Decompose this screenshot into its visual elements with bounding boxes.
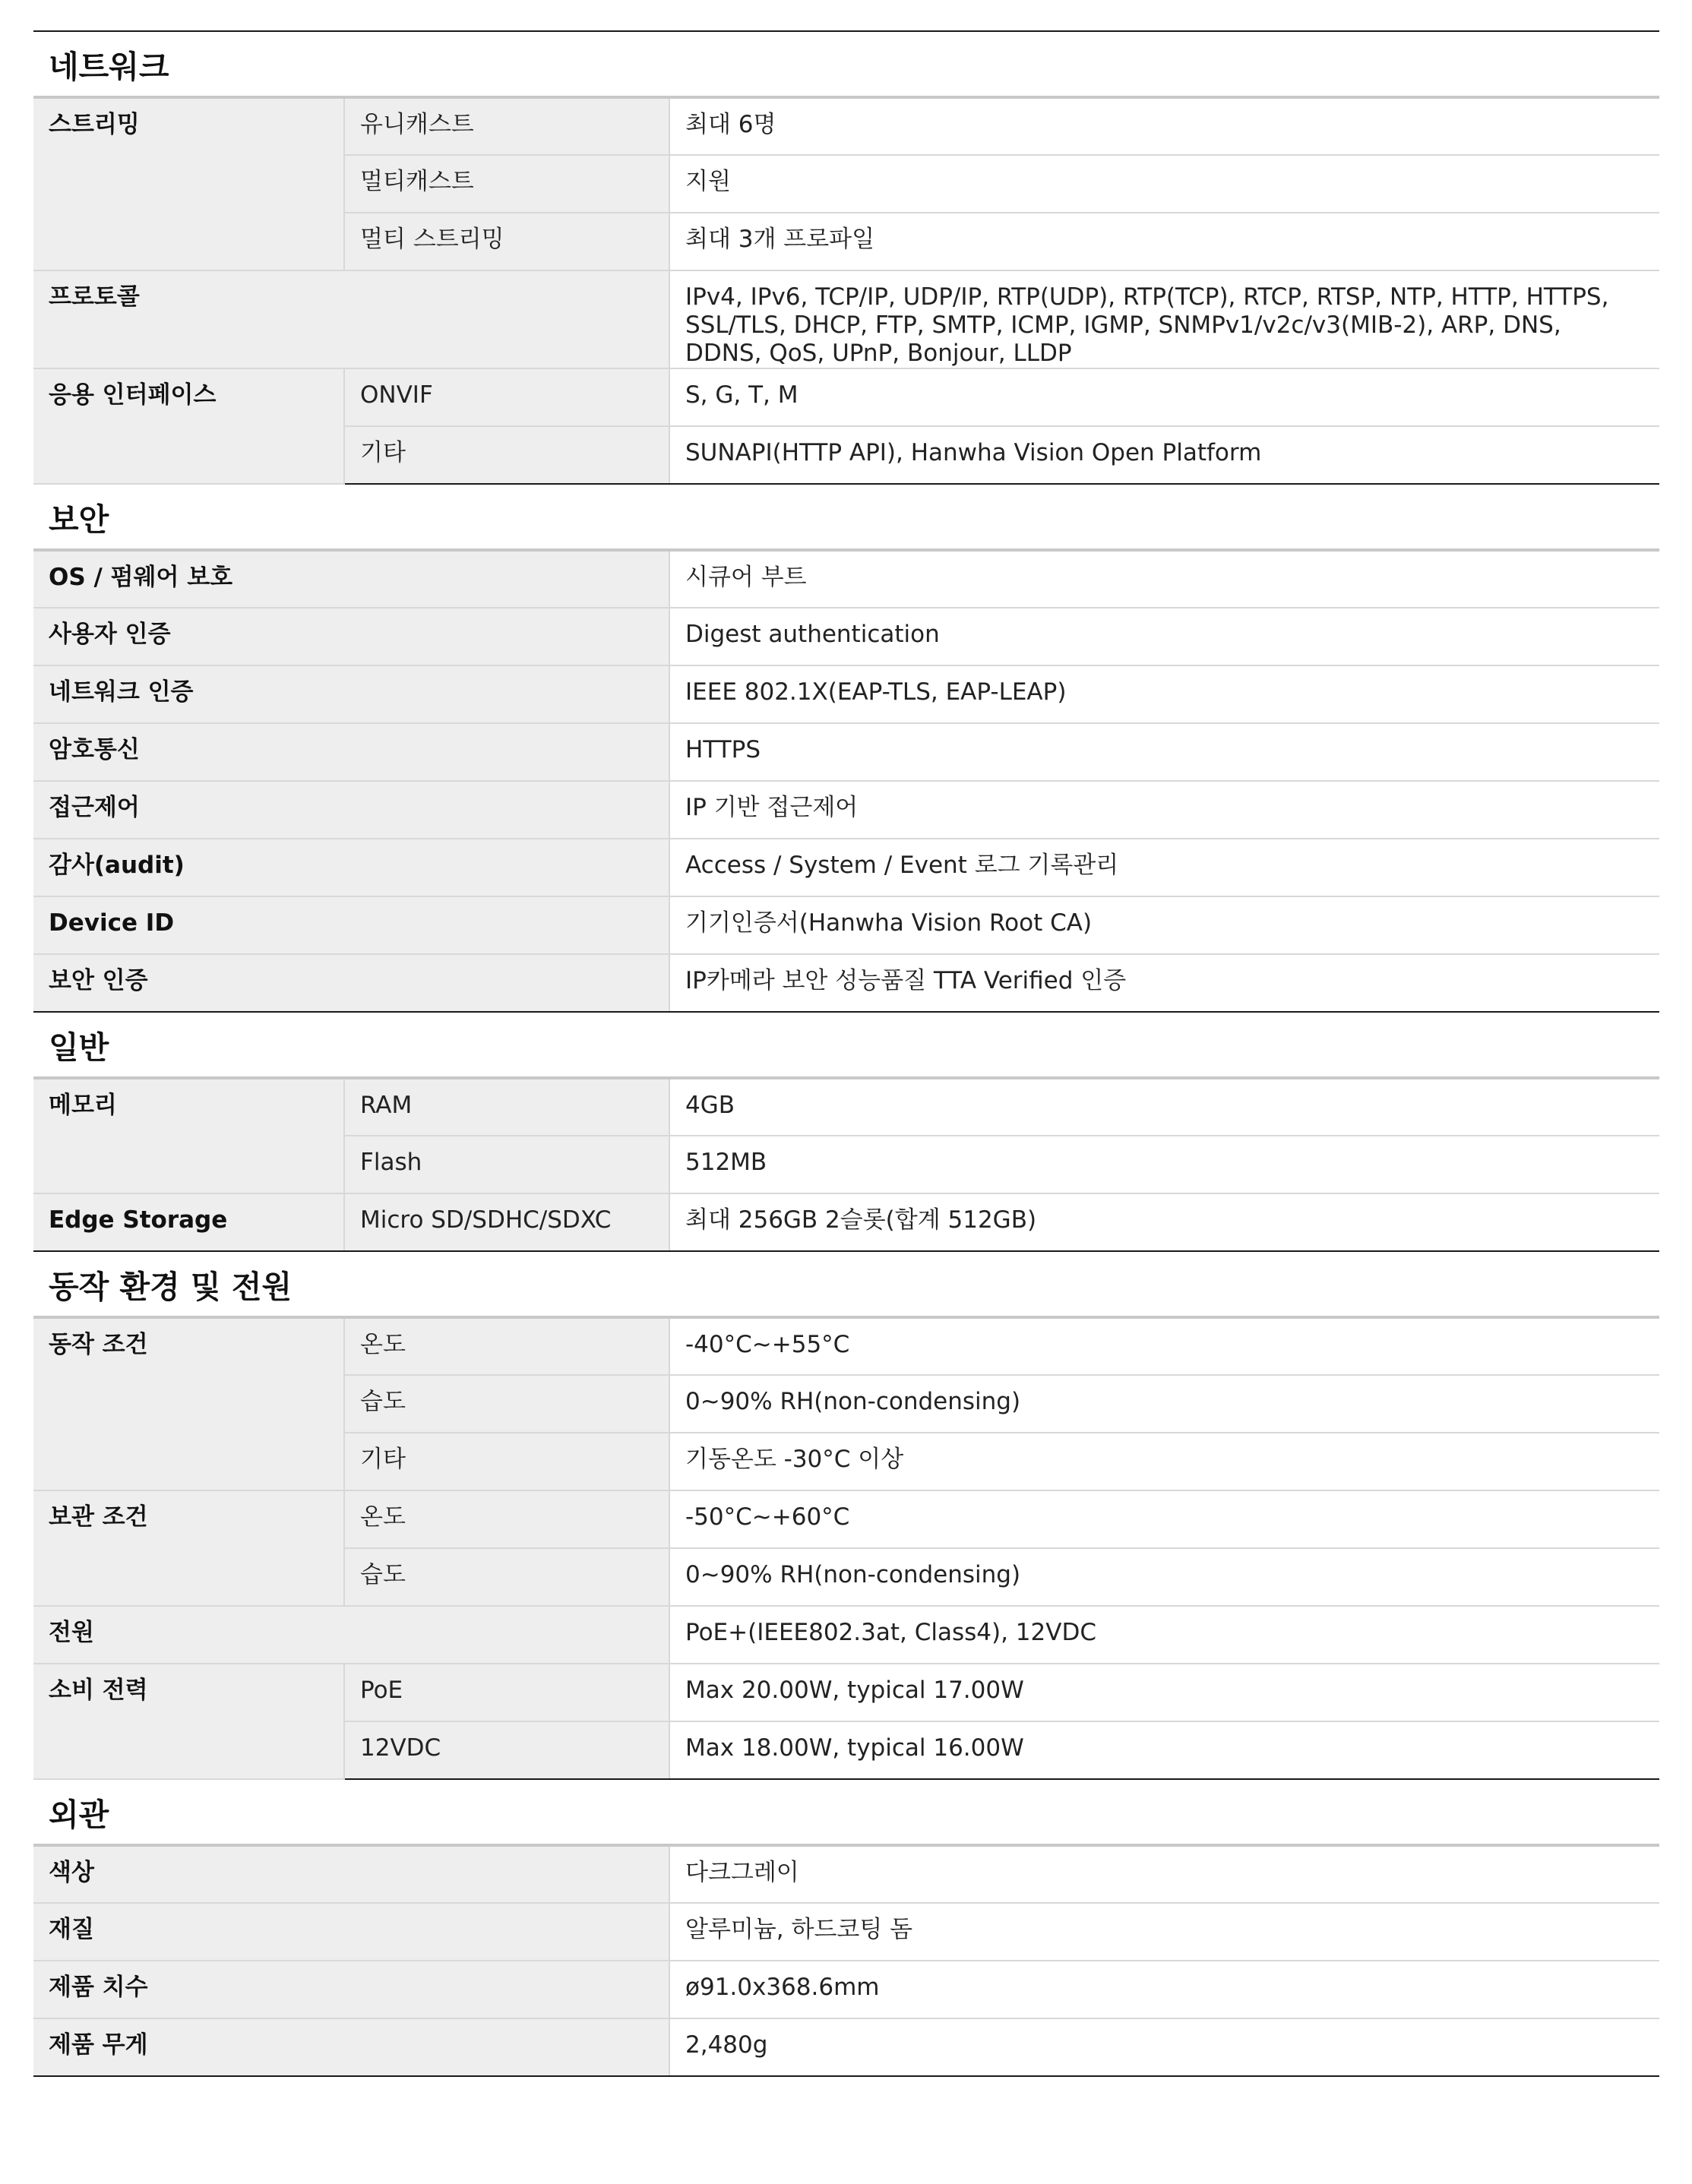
spec-sublabel: ONVIF xyxy=(344,368,669,426)
spec-row xyxy=(33,1606,1659,1664)
spec-sublabel: PoE xyxy=(344,1664,669,1721)
spec-sublabel: 멀티 스트리밍 xyxy=(344,213,669,270)
spec-label: 접근제어 xyxy=(33,781,669,839)
spec-row xyxy=(33,839,1659,896)
spec-value: 512MB xyxy=(669,1136,1659,1193)
spec-value: Access / System / Event 로그 기록관리 xyxy=(669,839,1659,896)
spec-row xyxy=(33,368,1659,426)
spec-label: 재질 xyxy=(33,1903,669,1961)
spec-label: Edge Storage xyxy=(33,1193,344,1251)
spec-row xyxy=(33,1317,1659,1375)
section-header xyxy=(33,1251,1659,1317)
spec-label: 소비 전력 xyxy=(33,1664,344,1779)
spec-label: 보안 인증 xyxy=(33,954,669,1012)
spec-row xyxy=(33,896,1659,954)
spec-label: Device ID xyxy=(33,896,669,954)
spec-label: 전원 xyxy=(33,1606,669,1664)
spec-row xyxy=(33,723,1659,781)
spec-label: 보관 조건 xyxy=(33,1490,344,1606)
spec-sublabel: Micro SD/SDHC/SDXC xyxy=(344,1193,669,1251)
section-header xyxy=(33,1779,1659,1845)
spec-row xyxy=(33,954,1659,1012)
spec-row xyxy=(33,1903,1659,1961)
spec-row xyxy=(33,2018,1659,2076)
spec-value: 최대 6명 xyxy=(669,97,1659,155)
spec-row xyxy=(33,1664,1659,1721)
section-header xyxy=(33,484,1659,550)
spec-label: OS / 펌웨어 보호 xyxy=(33,550,669,608)
spec-value: 4GB xyxy=(669,1078,1659,1136)
spec-label: 색상 xyxy=(33,1845,669,1903)
spec-label: 사용자 인증 xyxy=(33,608,669,665)
spec-row xyxy=(33,550,1659,608)
spec-value: 최대 3개 프로파일 xyxy=(669,213,1659,270)
spec-value: 기기인증서(Hanwha Vision Root CA) xyxy=(669,896,1659,954)
spec-sublabel: 온도 xyxy=(344,1317,669,1375)
section-title: 동작 환경 및 전원 xyxy=(33,1251,1659,1317)
spec-label: 네트워크 인증 xyxy=(33,665,669,723)
spec-value: 다크그레이 xyxy=(669,1845,1659,1903)
spec-row xyxy=(33,1845,1659,1903)
spec-value: Max 20.00W, typical 17.00W xyxy=(669,1664,1659,1721)
spec-label: 제품 치수 xyxy=(33,1961,669,2018)
spec-row xyxy=(33,608,1659,665)
spec-value: 기동온도 -30°C 이상 xyxy=(669,1433,1659,1490)
section-title: 외관 xyxy=(33,1779,1659,1845)
spec-sublabel: 멀티캐스트 xyxy=(344,155,669,213)
spec-label: 감사(audit) xyxy=(33,839,669,896)
spec-value: IPv4, IPv6, TCP/IP, UDP/IP, RTP(UDP), RTP(TCP), RTCP, RTSP, NTP, HTTP, HTTPS, SSL/TLS, DHCP, FTP, SMTP, ICMP, IGMP, SNMPv1/v2c/v3(MIB-2), ARP, DNS, DDNS, QoS, UPnP, Bonjour, LLDP xyxy=(669,270,1659,368)
spec-row xyxy=(33,1961,1659,2018)
section-header xyxy=(33,31,1659,97)
spec-value: PoE+(IEEE802.3at, Class4), 12VDC xyxy=(669,1606,1659,1664)
spec-value: 시큐어 부트 xyxy=(669,550,1659,608)
spec-value: Max 18.00W, typical 16.00W xyxy=(669,1721,1659,1779)
spec-label: 스트리밍 xyxy=(33,97,344,270)
spec-sublabel: 기타 xyxy=(344,1433,669,1490)
spec-label: 제품 무게 xyxy=(33,2018,669,2076)
spec-sublabel: RAM xyxy=(344,1078,669,1136)
spec-sublabel: 온도 xyxy=(344,1490,669,1548)
spec-value: ø91.0x368.6mm xyxy=(669,1961,1659,2018)
spec-value: IP 기반 접근제어 xyxy=(669,781,1659,839)
spec-value: -50°C~+60°C xyxy=(669,1490,1659,1548)
spec-value: 알루미늄, 하드코팅 돔 xyxy=(669,1903,1659,1961)
spec-value: Digest authentication xyxy=(669,608,1659,665)
spec-value: S, G, T, M xyxy=(669,368,1659,426)
spec-sublabel: 습도 xyxy=(344,1548,669,1606)
spec-row xyxy=(33,270,1659,368)
spec-sublabel: Flash xyxy=(344,1136,669,1193)
section-title: 일반 xyxy=(33,1012,1659,1078)
spec-sublabel: 기타 xyxy=(344,426,669,484)
spec-label: 프로토콜 xyxy=(33,270,669,368)
spec-row xyxy=(33,1193,1659,1251)
spec-row xyxy=(33,1490,1659,1548)
spec-label: 응용 인터페이스 xyxy=(33,368,344,484)
section-title: 네트워크 xyxy=(33,31,1659,97)
spec-value: 0~90% RH(non-condensing) xyxy=(669,1375,1659,1433)
spec-sublabel: 습도 xyxy=(344,1375,669,1433)
spec-row xyxy=(33,1078,1659,1136)
spec-value: 지원 xyxy=(669,155,1659,213)
spec-label: 암호통신 xyxy=(33,723,669,781)
spec-row xyxy=(33,97,1659,155)
spec-label: 동작 조건 xyxy=(33,1317,344,1490)
spec-value: IEEE 802.1X(EAP-TLS, EAP-LEAP) xyxy=(669,665,1659,723)
spec-value: -40°C~+55°C xyxy=(669,1317,1659,1375)
spec-table xyxy=(33,30,1659,2077)
spec-value: 최대 256GB 2슬롯(합계 512GB) xyxy=(669,1193,1659,1251)
spec-table-body xyxy=(33,31,1659,2076)
spec-label: 메모리 xyxy=(33,1078,344,1193)
spec-value: HTTPS xyxy=(669,723,1659,781)
section-title: 보안 xyxy=(33,484,1659,550)
spec-value: 2,480g xyxy=(669,2018,1659,2076)
section-header xyxy=(33,1012,1659,1078)
spec-row xyxy=(33,781,1659,839)
spec-row xyxy=(33,665,1659,723)
spec-value: SUNAPI(HTTP API), Hanwha Vision Open Platform xyxy=(669,426,1659,484)
spec-value: 0~90% RH(non-condensing) xyxy=(669,1548,1659,1606)
spec-value: IP카메라 보안 성능품질 TTA Verified 인증 xyxy=(669,954,1659,1012)
spec-sublabel: 12VDC xyxy=(344,1721,669,1779)
spec-sublabel: 유니캐스트 xyxy=(344,97,669,155)
